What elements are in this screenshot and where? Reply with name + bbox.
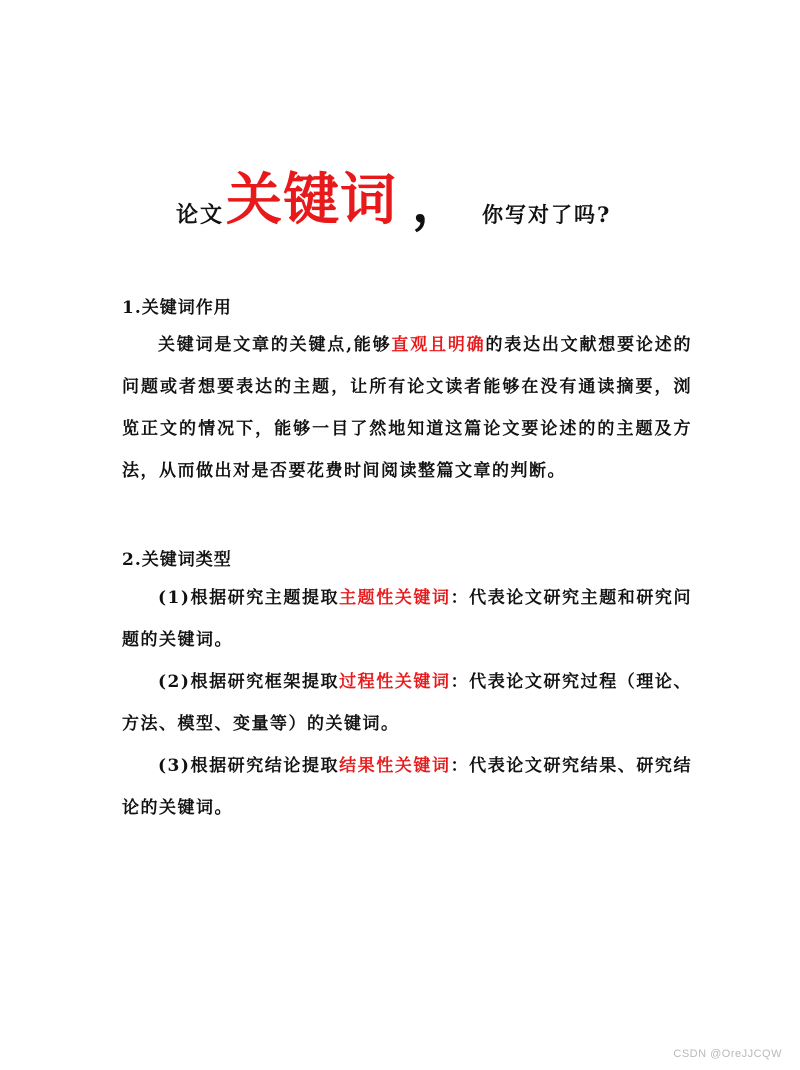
section1-text-a: 关键词是文章的关键点,能够 xyxy=(158,335,392,355)
title-comma: ， xyxy=(412,173,465,234)
section1-paragraph xyxy=(122,324,692,492)
title-keyword: 关键词 xyxy=(226,167,397,233)
section2-heading: 2.关键词类型 xyxy=(122,550,232,570)
section2-item-1 xyxy=(122,577,692,661)
item-3-highlight: 结果性关键词 xyxy=(339,756,451,776)
item-2-suffix: ：代表论文研究过程（理论、方法、模型、变量等）的关键词。 xyxy=(122,672,693,734)
section1-text-b: 的表达出文献想要论述的问题或者想要表达的主题，让所有论文读者能够在没有通读摘要，浏览正文的情况下，能够一目了然地知道这篇论文要论述的的主题及方法，从而做出对是否要花费时间阅读整篇文章的判断。 xyxy=(122,335,693,481)
item-2-prefix: (2)根据研究框架提取 xyxy=(158,672,340,692)
item-1-highlight: 主题性关键词 xyxy=(339,588,451,608)
item-1-prefix: (1)根据研究主题提取 xyxy=(158,588,340,608)
item-1-suffix: ：代表论文研究主题和研究问题的关键词。 xyxy=(122,588,693,650)
section1-highlight: 直观且明确 xyxy=(391,335,486,355)
item-3-suffix: ：代表论文研究结果、研究结论的关键词。 xyxy=(122,756,693,818)
title-prefix: 论文 xyxy=(176,202,225,228)
section2-item-3 xyxy=(122,745,692,829)
item-3-prefix: (3)根据研究结论提取 xyxy=(158,756,340,776)
section2-item-2 xyxy=(122,661,692,745)
item-2-highlight: 过程性关键词 xyxy=(339,672,451,692)
title-question: 你写对了吗? xyxy=(482,202,612,227)
csdn-watermark: CSDN @OreJJCQW xyxy=(673,1048,782,1060)
section1-heading: 1.关键词作用 xyxy=(122,298,232,318)
title-row xyxy=(0,168,800,248)
